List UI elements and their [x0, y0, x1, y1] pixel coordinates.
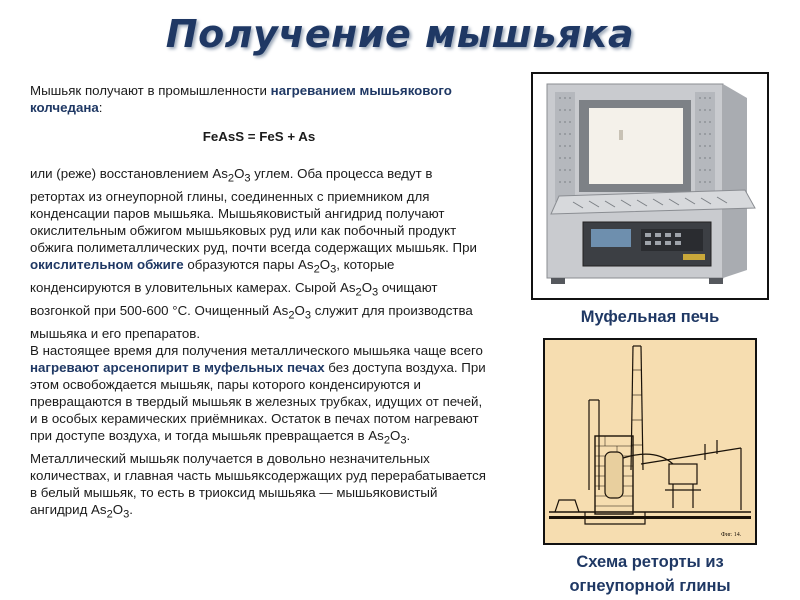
figure-number-label: Фиг. 14.	[721, 532, 742, 538]
scheme-caption: Схема реторты из огнеупорной глины	[569, 553, 731, 595]
highlight-oxidative-roasting: окислительном обжиге	[30, 257, 184, 273]
paragraph-process: или (реже) восстановлением $As_2O_3$ углем. Оба процесса ведут в ретортах из огнеупорной глины, соединенных с приемником для конденсации паров мышьяка. Мышьяковистый ангидрид получают окислительным обжигом мышьяковых руд или как побочный продукт обжига полиметаллических руд, почти всегда содержащих мышьяк. При окислительном обжиге образуются пары $As_2O_3$, которые конденсируются в уловительных камерах. Сырой $As_2O_3$ очищают возгонкой при 500-600 °C. Очищенный $As_2O_3$ служит для производства мышьяка и его препаратов.	[30, 166, 477, 341]
slide-title: Получение мышьяка	[165, 12, 635, 56]
furnace-caption: Муфельная печь	[580, 308, 720, 326]
highlight-heating: нагреванием мышьякового колчедана	[30, 83, 452, 116]
paragraph-intro: Мышьяк получают в промышленности нагреванием мышьякового колчедана:	[30, 83, 452, 116]
highlight-muffle-heating: нагревают арсенопирит в муфельных печах	[30, 359, 325, 375]
muffle-furnace-image	[531, 72, 769, 300]
body-text	[30, 82, 488, 524]
retort-scheme-image	[543, 338, 757, 545]
reaction-equation: FeAsS = FeS + As	[202, 129, 316, 145]
paragraph-modern-method: В настоящее время для получения металлического мышьяка чаще всего нагревают арсенопирит в муфельных печах без доступа воздуха. При этом освобождается мышьяк, пары которого конденсируются и превращаются в твердый мышьяк в железных трубках, идущих от печей, и в особых керамических приёмниках. Остаток в печах потом нагревают при доступе воздуха, и тогда мышьяк превращается в $As_2O_3$. Металлический мышьяк получается в довольно незначительных количествах, и главная часть мышьяксодержащих руд перерабатывается в белый мышьяк, то есть в триоксид мышьяка — мышьяковистый ангидрид $As_2O_3$.	[30, 342, 486, 521]
